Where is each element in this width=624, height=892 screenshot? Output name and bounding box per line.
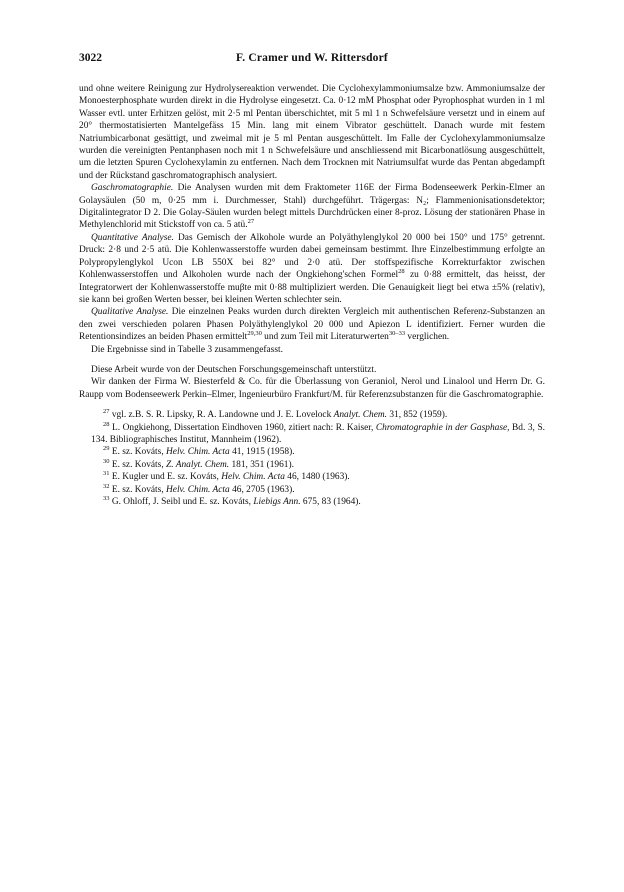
reference-journal: Z. Analyt. Chem. bbox=[166, 459, 230, 470]
paragraph-hydrolysis: und ohne weitere Reinigung zur Hydrolysereaktion verwendet. Die Cyclohexylammoniumsalze bzw. Ammoniumsalze der Monoesterphosphate wurden direkt in die Hydrolyse eingesetzt. Ca. 0·12 mM Phosphat oder Pyrophosphat wurden in 1 ml Wasser evtl. unter Erhitzen gelöst, mit 2·5 ml Pentan überschichtet, mit 5 ml 1 n Schwefelsäure versetzt und in einem auf 20° thermostatisierten Mantelgefäss 15 Min. lang mit einem Vibrator geschüttelt. Danach wurde mit festem Natriumbicarbonat gesättigt, und zweimal mit je 5 ml Pentan ausgeschüttelt. Im Falle der Cyclohexylammoniumsalze wurden die vereinigten Pentanphasen noch mit 1 n Schwefelsäure und anschliessend mit Bicarbonatlösung ausgeschüttelt, um die letzten Spuren Cyclohexylamin zu entfernen. Nach dem Trocknen mit Natriumsulfat wurde das Pentan abgedampft und der Rückstand gaschromatographisch analysiert. bbox=[79, 84, 545, 181]
reference-text: vgl. z.B. S. R. Lipsky, R. A. Landowne und J. E. Lovelock bbox=[109, 410, 334, 421]
reference-text: E. sz. Kováts, bbox=[109, 459, 167, 470]
reference-number: 29 bbox=[103, 445, 110, 453]
section-heading-gas-chromatography: Gaschromatographie. bbox=[91, 183, 174, 194]
reference-item bbox=[79, 446, 545, 458]
footnote-marker: 28 bbox=[398, 267, 405, 275]
reference-journal: Helv. Chim. Acta bbox=[166, 447, 230, 458]
reference-item bbox=[79, 409, 545, 421]
paragraph-text: Das Gemisch der Alkohole wurde an Polyäthylenglykol 20 000 bei 150° und 175° getrennt. Druck: 2·8 und 2·5 atü. Die Kohlenwasserstoffe wurden dabei gemeinsam bestimmt. Ihre Einzelbestimmung erfolgte an Polypropylenglykol Ucon LB 550X bei 82° und 2·0 atü. Der stoffspezifische Korrekturfaktor zwischen Kohlenwasserstoffen und Alkoholen wurde nach der Ongkiehong'schen Formel bbox=[79, 232, 545, 281]
reference-text: 675, 83 (1964). bbox=[300, 497, 361, 507]
running-header bbox=[79, 52, 545, 68]
page-number: 3022 bbox=[79, 52, 102, 64]
paragraph-text: und zum Teil mit Literaturwerten bbox=[261, 332, 389, 343]
reference-text: E. Kugler und E. sz. Kováts, bbox=[109, 472, 222, 483]
reference-text: L. Ongkiehong, Dissertation Eindhoven 1960, zitiert nach: R. Kaiser, bbox=[109, 422, 376, 433]
reference-text: 46, 1480 (1963). bbox=[284, 472, 350, 483]
paragraph-text: zu 0·88 ermittelt, das heisst, der Integratorwert der Kohlenwasserstoffe muβte mit 0·88 multipliziert werden. Die Genauigkeit liegt bei etwa ±5% (relativ), sie kann bei großen Werten besser, bei kleinen Werten schlechter sein. bbox=[79, 270, 545, 305]
reference-item bbox=[79, 459, 545, 471]
footnote-marker: 29,30 bbox=[247, 330, 262, 337]
reference-number: 30 bbox=[103, 457, 110, 465]
reference-text: 181, 351 (1961). bbox=[229, 459, 294, 470]
paragraph-quantitative-analysis bbox=[79, 232, 545, 306]
reference-number: 32 bbox=[103, 482, 110, 490]
reference-item bbox=[79, 496, 545, 508]
reference-text: Bd. 3, S. 134. Bibliographisches Institut, Mannheim (1962). bbox=[91, 422, 546, 445]
footnote-marker: 30–33 bbox=[388, 330, 406, 337]
reference-journal: Helv. Chim. Acta bbox=[221, 472, 285, 483]
reference-journal: Liebigs Ann. bbox=[253, 497, 301, 507]
article-body bbox=[79, 83, 545, 508]
paragraph-text: Die einzelnen Peaks wurden durch direkten Vergleich mit authentischen Referenz-Substanzen an den zwei verschieden polaren Phasen Polyäthylenglykol 20 000 und Apiezon L identifiziert. Ferner wurden die Retentionsindizes an beiden Phasen ermittelt bbox=[79, 307, 545, 343]
reference-list bbox=[79, 409, 545, 508]
reference-text: E. sz. Kováts, bbox=[109, 484, 167, 495]
paragraph-text: verglichen. bbox=[405, 332, 450, 343]
reference-text: 46, 2705 (1963). bbox=[229, 484, 295, 495]
footnote-marker: 27 bbox=[247, 218, 255, 226]
running-authors: F. Cramer und W. Rittersdorf bbox=[236, 52, 388, 64]
reference-text: 41, 1915 (1958). bbox=[229, 447, 295, 458]
reference-item bbox=[79, 484, 545, 496]
paragraph-results: Die Ergebnisse sind in Tabelle 3 zusammengefasst. bbox=[91, 344, 283, 355]
paragraph-gas-chromatography bbox=[79, 182, 545, 232]
paragraph-funding: Diese Arbeit wurde von der Deutschen Forschungsgemeinschaft unterstützt. bbox=[91, 364, 377, 375]
reference-number: 28 bbox=[103, 420, 110, 428]
section-heading-qualitative-analysis: Qualitative Analyse. bbox=[91, 307, 169, 318]
reference-text: G. Ohloff, J. Seibl und E. sz. Kováts, bbox=[109, 497, 254, 507]
reference-number: 31 bbox=[103, 470, 110, 478]
section-heading-quantitative-analysis: Quantitative Analyse. bbox=[91, 232, 174, 243]
paragraph-qualitative-analysis bbox=[79, 306, 545, 343]
reference-item bbox=[79, 422, 545, 447]
paragraph-acknowledgements: Wir danken der Firma W. Biesterfeld & Co. für die Überlassung von Geraniol, Nerol und Linalool und Herrn Dr. G. Raupp vom Bodenseewerk Perkin–Elmer, Ingenieurbüro Frankfurt/M. für Referenzsubstanzen für die Gaschromatographie. bbox=[79, 377, 545, 400]
reference-number: 33 bbox=[103, 494, 110, 502]
reference-journal: Chromatographie in der Gasphase, bbox=[375, 422, 510, 433]
reference-item bbox=[79, 471, 545, 483]
reference-journal: Analyt. Chem. bbox=[333, 410, 388, 421]
reference-number: 27 bbox=[103, 408, 110, 416]
paragraph-text: Die Analysen wurden mit dem Fraktometer 116E der Firma Bodenseewerk Perkin-Elmer an Golaysäulen (50 m, 0·25 mm i. Durchmesser, Stahl) durchgeführt. Trägergas: N₂; Flammenionisationsdetektor; Digitalintegrator D 2. Die Golay-Säulen wurden belegt mittels Durchdrücken einer 8-proz. Lösung der stationären Phase in Methylenchlorid mit Stickstoff von ca. 5 atü. bbox=[79, 183, 545, 231]
reference-text: 31, 852 (1959). bbox=[387, 410, 448, 421]
reference-text: E. sz. Kováts, bbox=[109, 447, 167, 458]
reference-journal: Helv. Chim. Acta bbox=[166, 484, 230, 495]
